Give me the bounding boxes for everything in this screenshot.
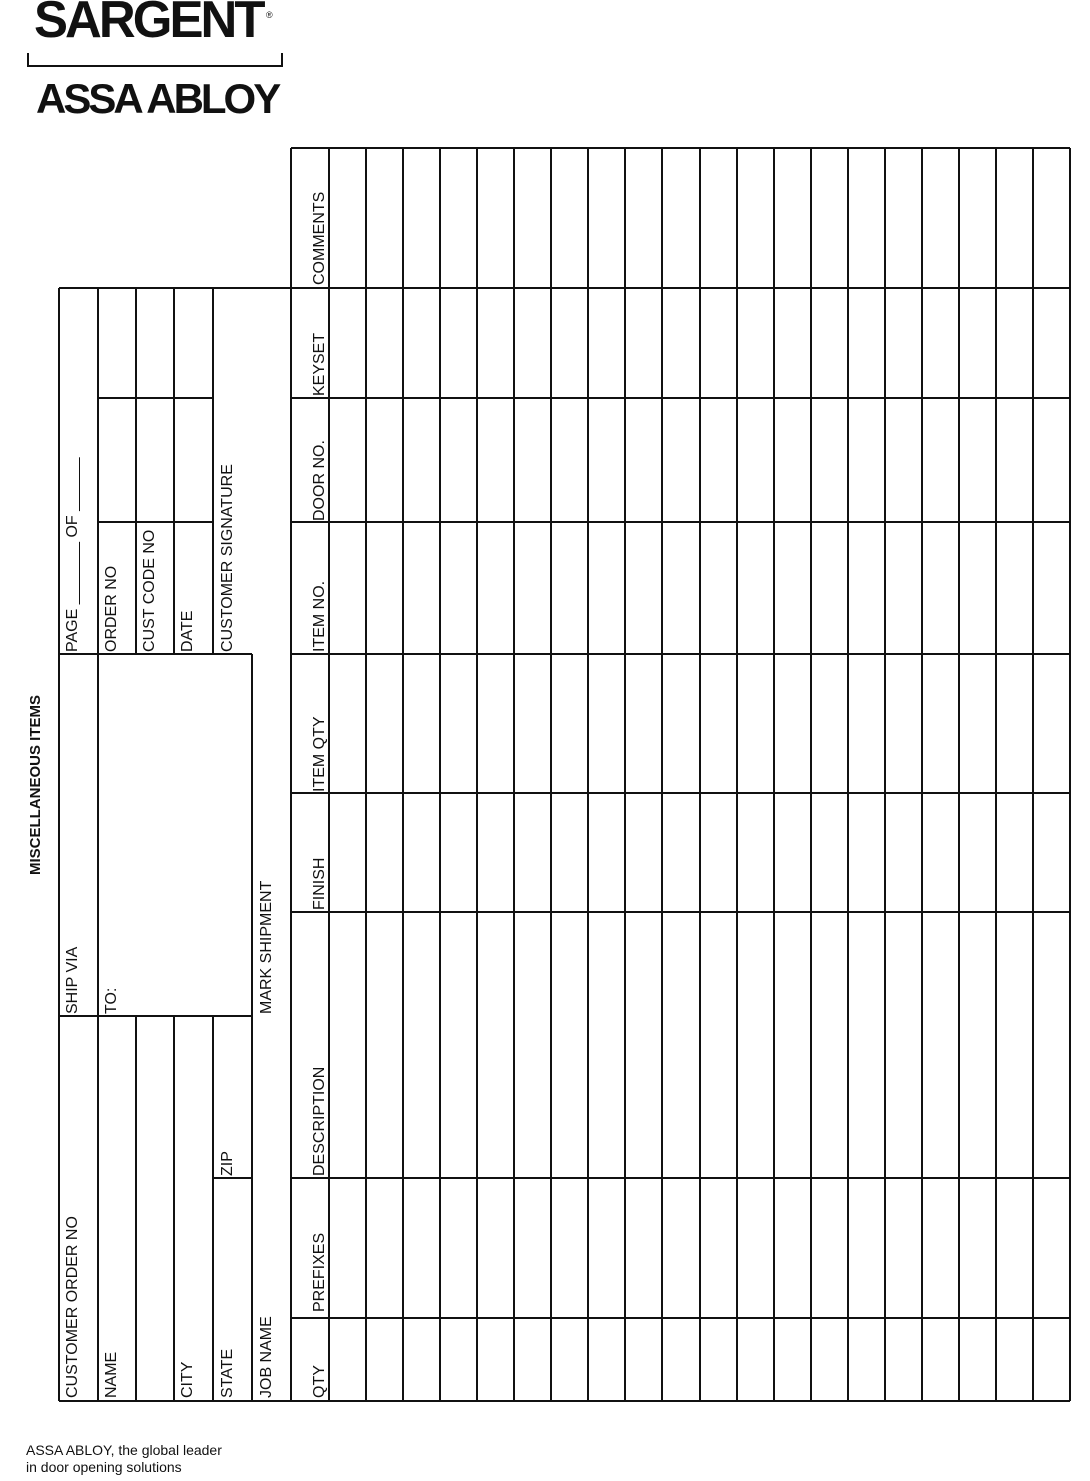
column-header-item-qty: ITEM QTY <box>311 716 328 792</box>
label-date: DATE <box>179 610 196 652</box>
label-name: NAME <box>103 1351 120 1398</box>
label-to: TO: <box>103 987 120 1014</box>
column-header-door-no: DOOR NO. <box>311 440 328 521</box>
label-cust-code-no: CUST CODE NO <box>141 529 158 652</box>
label-order-no: ORDER NO <box>103 565 120 652</box>
sargent-logo: SARGENT <box>34 0 263 49</box>
column-header-description: DESCRIPTION <box>311 1066 328 1176</box>
label-customer-order-no: CUSTOMER ORDER NO <box>64 1216 81 1398</box>
label-state: STATE <box>219 1348 236 1398</box>
label-city: CITY <box>179 1361 196 1398</box>
label-zip: ZIP <box>219 1151 236 1176</box>
column-header-keyset: KEYSET <box>311 332 328 396</box>
footer-tagline <box>26 1442 222 1476</box>
column-header-finish: FINISH <box>311 857 328 910</box>
column-header-item-no: ITEM NO. <box>311 580 328 652</box>
column-header-comments: COMMENTS <box>311 191 328 285</box>
label-customer-signature: CUSTOMER SIGNATURE <box>219 464 236 652</box>
assa-abloy-logo: ASSA ABLOY <box>36 75 279 122</box>
form-title: MISCELLANEOUS ITEMS <box>27 694 44 875</box>
form-grid <box>59 148 1070 1401</box>
label-mark-shipment: MARK SHIPMENT <box>258 880 275 1014</box>
label-job-name: JOB NAME <box>258 1316 275 1398</box>
tagline-line-2: in door opening solutions <box>26 1459 182 1475</box>
label-ship-via: SHIP VIA <box>64 946 81 1014</box>
label-page-of: PAGE _______ OF ______ <box>64 457 81 652</box>
column-header-qty: QTY <box>311 1365 328 1398</box>
column-header-prefixes: PREFIXES <box>311 1232 328 1312</box>
registered-mark: ® <box>266 10 273 20</box>
tagline-line-1: ASSA ABLOY, the global leader <box>26 1442 222 1458</box>
